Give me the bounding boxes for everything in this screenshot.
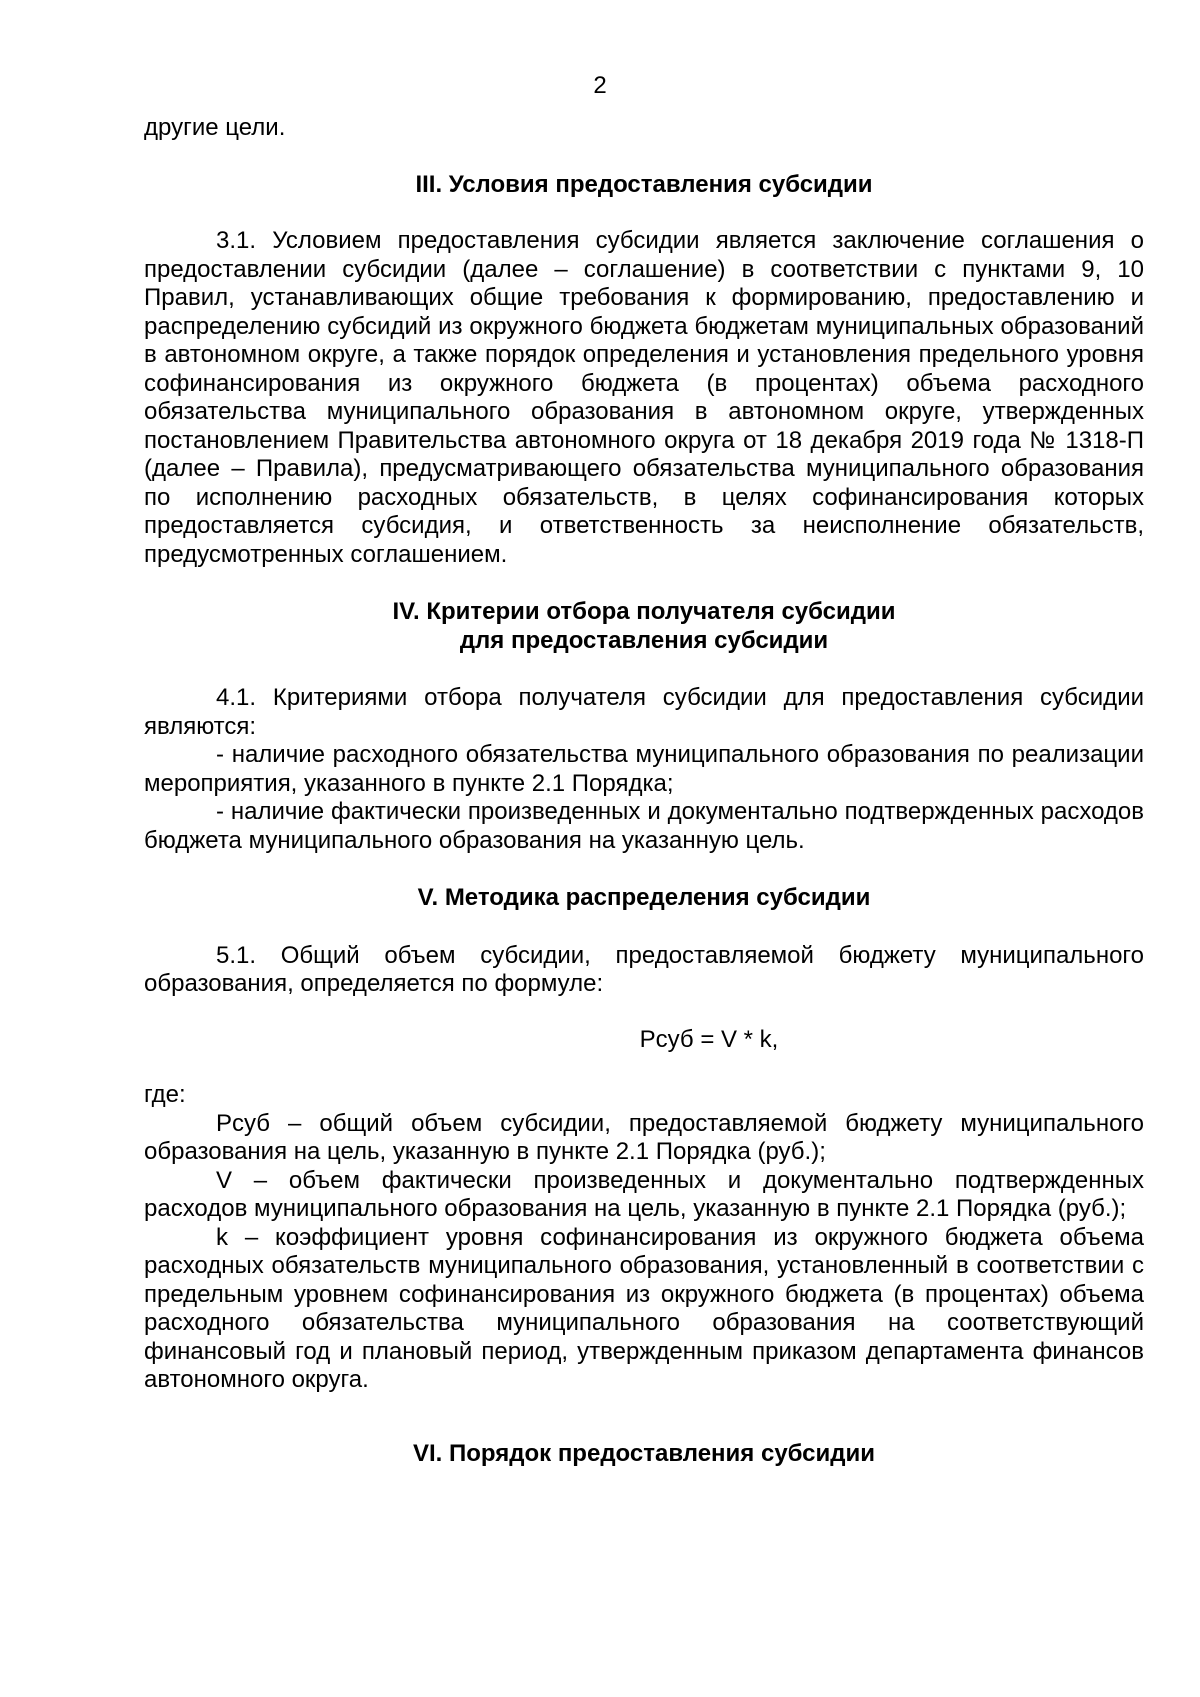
definition-psub: Рсуб – общий объем субсидии, предоставляемой бюджету муниципального образования на цель, указанную в пункте 2.1 Порядка (руб.); bbox=[144, 1109, 1144, 1165]
section-3-heading: III. Условия предоставления субсидии bbox=[415, 170, 873, 198]
criteria-item-2: - наличие фактически произведенных и документально подтвержденных расходов бюджета муниципального образования на указанную цель. bbox=[144, 798, 1144, 854]
section-5-heading: V. Методика распределения субсидии bbox=[417, 884, 871, 911]
definition-k: k – коэффициент уровня софинансирования из окружного бюджета объема расходных обязательств муниципального образования, установленный в соответствии с предельным уровнем софинансирования из окружного бюджета (в процентах) объема расходного обязательства муниципального образования на соответствующий финансовый год и плановый период, утвержденным приказом департамента финансов автономного округа. bbox=[144, 1223, 1144, 1393]
section-4-heading-line-1: IV. Критерии отбора получателя субсидии bbox=[392, 598, 896, 625]
section-4-heading bbox=[144, 598, 1144, 655]
formula: Рсуб = V * k, bbox=[639, 1025, 779, 1053]
paragraph-4-1: 4.1. Критериями отбора получателя субсидии для предоставления субсидии являются: bbox=[144, 684, 1144, 740]
document-body bbox=[144, 114, 1144, 1468]
page-number: 2 bbox=[593, 72, 607, 99]
lead-line: другие цели. bbox=[144, 114, 286, 141]
section-4-heading-line-2: для предоставления субсидии bbox=[459, 626, 829, 654]
paragraph-5-1: 5.1. Общий объем субсидии, предоставляемой бюджету муниципального образования, определяется по формуле: bbox=[144, 941, 1144, 997]
criteria-item-1: - наличие расходного обязательства муниципального образования по реализации мероприятия, указанного в пункте 2.1 Порядка; bbox=[144, 741, 1144, 797]
section-6-heading: VI. Порядок предоставления субсидии bbox=[412, 1439, 876, 1467]
definition-v: V – объем фактически произведенных и документально подтвержденных расходов муниципального образования на цель, указанную в пункте 2.1 Порядка (руб.); bbox=[144, 1166, 1144, 1222]
paragraph-3-1: 3.1. Условием предоставления субсидии является заключение соглашения о предоставлении субсидии (далее – соглашение) в соответствии с пунктами 9, 10 Правил, устанавливающих общие требования к формированию, предоставлению и распределению субсидий из окружного бюджета бюджетам муниципальных образований в автономном округе, а также порядок определения и установления предельного уровня софинансирования из окружного бюджета (в процентах) объема расходного обязательства муниципального образования в автономном округе, утвержденных постановлением Правительства автономного округа от 18 декабря 2019 года № 1318-П (далее – Правила), предусматривающего обязательства муниципального образования по исполнению расходных обязательств, в целях софинансирования которых предоставляется субсидия, и ответственность за неисполнение обязательств, предусмотренных соглашением. bbox=[144, 227, 1144, 568]
where-label: где: bbox=[144, 1081, 186, 1108]
